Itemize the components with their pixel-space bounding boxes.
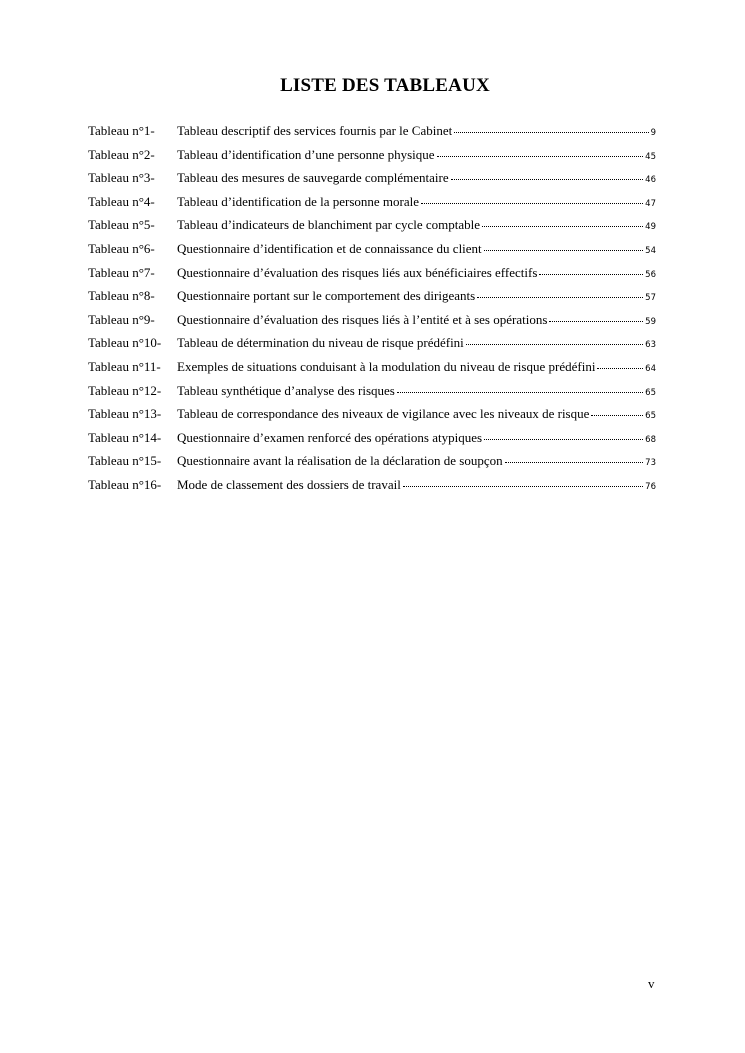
- page-number: v: [648, 976, 655, 991]
- dot-leader: [484, 250, 644, 251]
- toc-entry-page: 76: [645, 481, 656, 492]
- toc-entry-label: Tableau n°10-: [88, 335, 162, 351]
- toc-entry-13[interactable]: [88, 406, 656, 430]
- toc-entry-page: 45: [645, 151, 656, 162]
- toc-entry-title: Exemples de situations conduisant à la modulation du niveau de risque prédéfini: [177, 358, 596, 374]
- toc-entry-14[interactable]: [88, 430, 656, 454]
- dot-leader: [466, 344, 643, 345]
- toc-entry-label: Tableau n°13-: [88, 406, 162, 422]
- toc-entry-title: Questionnaire d’évaluation des risques liés aux bénéficiaires effectifs: [177, 264, 538, 280]
- toc-entry-label: Tableau n°15-: [88, 453, 162, 469]
- toc-entry-page: 46: [645, 175, 656, 186]
- toc-entry-title: Tableau d’identification d’une personne physique: [177, 146, 435, 162]
- toc-entry-title: Tableau de détermination du niveau de risque prédéfini: [177, 335, 464, 351]
- dot-leader: [451, 179, 644, 180]
- toc-entry-title: Questionnaire d’identification et de connaissance du client: [177, 240, 482, 256]
- toc-entry-9[interactable]: [88, 312, 656, 336]
- toc-entry-label: Tableau n°14-: [88, 429, 162, 445]
- toc-entry-1[interactable]: [88, 123, 656, 147]
- toc-entry-page: 54: [645, 245, 656, 256]
- toc-entry-label: Tableau n°16-: [88, 476, 162, 492]
- toc-entry-label: Tableau n°4-: [88, 193, 155, 209]
- toc-entry-page: 68: [645, 434, 656, 445]
- table-of-tables-list: [88, 123, 656, 501]
- toc-entry-title: Questionnaire d’évaluation des risques liés à l’entité et à ses opérations: [177, 311, 548, 327]
- toc-entry-label: Tableau n°12-: [88, 382, 162, 398]
- toc-entry-title: Tableau synthétique d’analyse des risques: [177, 382, 395, 398]
- toc-entry-3[interactable]: [88, 170, 656, 194]
- dot-leader: [477, 297, 643, 298]
- toc-entry-12[interactable]: [88, 383, 656, 407]
- dot-leader: [549, 321, 643, 322]
- toc-entry-6[interactable]: [88, 241, 656, 265]
- toc-entry-label: Tableau n°6-: [88, 240, 155, 256]
- toc-entry-label: Tableau n°5-: [88, 217, 155, 233]
- dot-leader: [437, 156, 644, 157]
- dot-leader: [397, 392, 643, 393]
- toc-entry-page: 47: [645, 198, 656, 209]
- toc-entry-16[interactable]: [88, 477, 656, 501]
- toc-entry-page: 59: [645, 316, 656, 327]
- dot-leader: [421, 203, 643, 204]
- toc-entry-label: Tableau n°1-: [88, 123, 155, 138]
- toc-entry-page: 65: [645, 387, 656, 398]
- dot-leader: [403, 486, 643, 487]
- toc-entry-page: 73: [645, 458, 656, 469]
- toc-entry-title: Tableau des mesures de sauvegarde complémentaire: [177, 170, 449, 186]
- toc-entry-11[interactable]: [88, 359, 656, 383]
- dot-leader: [597, 368, 643, 369]
- toc-entry-page: 57: [645, 293, 656, 304]
- toc-entry-title: Mode de classement des dossiers de travail: [177, 476, 401, 492]
- toc-entry-8[interactable]: [88, 288, 656, 312]
- toc-entry-title: Tableau descriptif des services fournis par le Cabinet: [177, 123, 453, 138]
- dot-leader: [591, 415, 643, 416]
- toc-entry-page: 9: [650, 128, 656, 138]
- page-title: LISTE DES TABLEAUX: [280, 75, 490, 96]
- dot-leader: [505, 462, 644, 463]
- toc-entry-page: 65: [645, 411, 656, 422]
- dot-leader: [482, 226, 643, 227]
- toc-entry-4[interactable]: [88, 194, 656, 218]
- toc-entry-page: 64: [645, 363, 656, 374]
- toc-entry-label: Tableau n°2-: [88, 146, 155, 162]
- toc-entry-label: Tableau n°7-: [88, 264, 155, 280]
- toc-entry-page: 49: [645, 222, 656, 233]
- toc-entry-label: Tableau n°3-: [88, 170, 155, 186]
- toc-entry-title: Questionnaire avant la réalisation de la déclaration de soupçon: [177, 453, 503, 469]
- toc-entry-title: Questionnaire d’examen renforcé des opérations atypiques: [177, 429, 483, 445]
- toc-entry-15[interactable]: [88, 453, 656, 477]
- toc-entry-title: Tableau d’identification de la personne morale: [177, 193, 420, 209]
- toc-entry-page: 63: [645, 340, 656, 351]
- toc-entry-title: Tableau d’indicateurs de blanchiment par cycle comptable: [177, 217, 481, 233]
- toc-entry-2[interactable]: [88, 147, 656, 171]
- dot-leader: [454, 132, 648, 133]
- toc-entry-label: Tableau n°11-: [88, 358, 161, 374]
- dot-leader: [539, 274, 643, 275]
- toc-entry-label: Tableau n°9-: [88, 311, 155, 327]
- toc-entry-title: Questionnaire portant sur le comportement des dirigeants: [177, 288, 476, 304]
- toc-entry-5[interactable]: [88, 217, 656, 241]
- toc-entry-label: Tableau n°8-: [88, 288, 155, 304]
- dot-leader: [484, 439, 643, 440]
- toc-entry-title: Tableau de correspondance des niveaux de vigilance avec les niveaux de risque: [177, 406, 590, 422]
- toc-entry-10[interactable]: [88, 335, 656, 359]
- toc-entry-page: 56: [645, 269, 656, 280]
- toc-entry-7[interactable]: [88, 265, 656, 289]
